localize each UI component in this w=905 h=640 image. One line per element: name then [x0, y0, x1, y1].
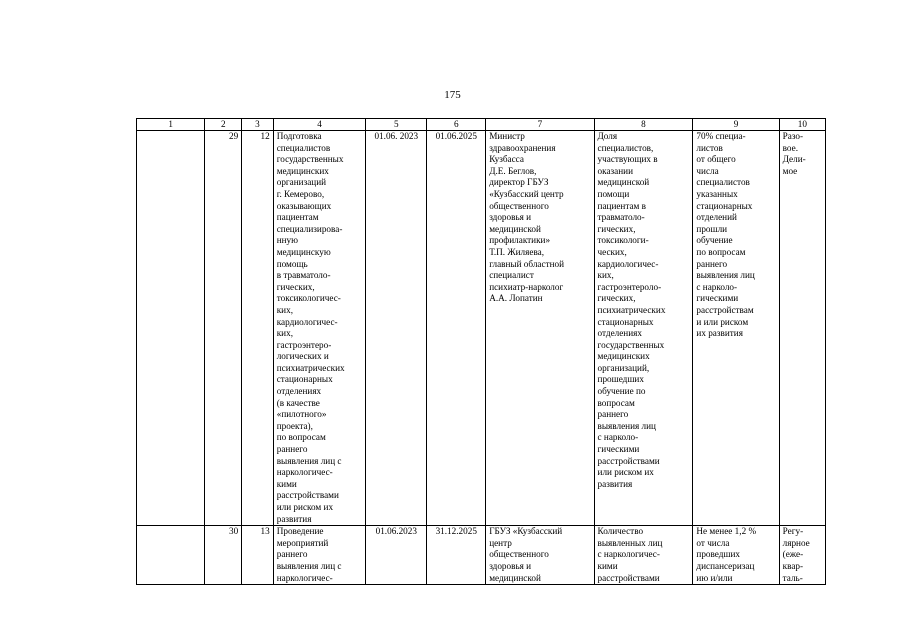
table-cell: 31.12.2025: [427, 526, 486, 585]
table-cell: 12: [242, 131, 274, 526]
table-cell: 30: [205, 526, 242, 585]
table-cell: Количество выявленных лиц с наркологичес- кими расстройствами: [594, 526, 693, 585]
table-cell: 01.06.2025: [427, 131, 486, 526]
header-cell: 3: [242, 119, 274, 131]
table-cell: 01.06. 2023: [366, 131, 427, 526]
header-row: [137, 119, 826, 131]
table-row: [137, 131, 826, 526]
header-cell: 1: [137, 119, 205, 131]
table-cell: Проведение мероприятий раннего выявления лиц с наркологичес-: [273, 526, 366, 585]
table-cell: [137, 131, 205, 526]
page-number: 175: [444, 89, 461, 101]
header-cell: 4: [273, 119, 366, 131]
header-cell: 2: [205, 119, 242, 131]
table-cell: 13: [242, 526, 274, 585]
table-cell: 01.06.2023: [366, 526, 427, 585]
table-cell: 70% специа- листов от общего числа специалистов указанных стационарных отделений прошли обучение по вопросам раннего выявления лиц с нарколо- гическими расстройствам и или риском их развития: [693, 131, 779, 526]
header-cell: 6: [427, 119, 486, 131]
table-cell: [137, 526, 205, 585]
table-cell: Регу- лярное (еже- квар- таль-: [779, 526, 825, 585]
table-cell: Не менее 1,2 % от числа проведших диспансеризац ию и/или: [693, 526, 779, 585]
plan-table: [136, 118, 826, 585]
table-cell: 29: [205, 131, 242, 526]
table-cell: ГБУЗ «Кузбасский центр общественного здоровья и медицинской: [486, 526, 594, 585]
header-cell: 7: [486, 119, 594, 131]
header-cell: 10: [779, 119, 825, 131]
table-cell: Доля специалистов, участвующих в оказании медицинской помощи пациентам в травматоло- гических, токсикологи- ческих, кардиологичес- ких, гастроэнтероло- гических, психиатрических стационарных отделениях государственных медицинских организаций, прошедших обучение по вопросам раннего выявления лиц с нарколо- гическими расстройствами или риском их развития: [594, 131, 693, 526]
table-cell: Министр здравоохранения Кузбасса Д.Е. Беглов, директор ГБУЗ «Кузбасский центр общественного здоровья и медицинской профилактики» Т.П. Жиляева, главный областной специалист психиатр-нарколог А.А. Лопатин: [486, 131, 594, 526]
table-row: [137, 526, 826, 585]
header-cell: 8: [594, 119, 693, 131]
header-cell: 5: [366, 119, 427, 131]
header-cell: 9: [693, 119, 779, 131]
table-cell: Подготовка специалистов государственных медицинских организаций г. Кемерово, оказывающих пациентам специализирова- нную медицинскую помощь в травматоло- гических, токсикологичес- ких, кардиологичес- ких, гастроэнтеро- логических и психиатрических стационарных отделениях (в качестве «пилотного» проекта), по вопросам раннего выявления лиц с наркологичес- кими расстройствами или риском их развития: [273, 131, 366, 526]
table-cell: Разо- вое. Дели- мое: [779, 131, 825, 526]
